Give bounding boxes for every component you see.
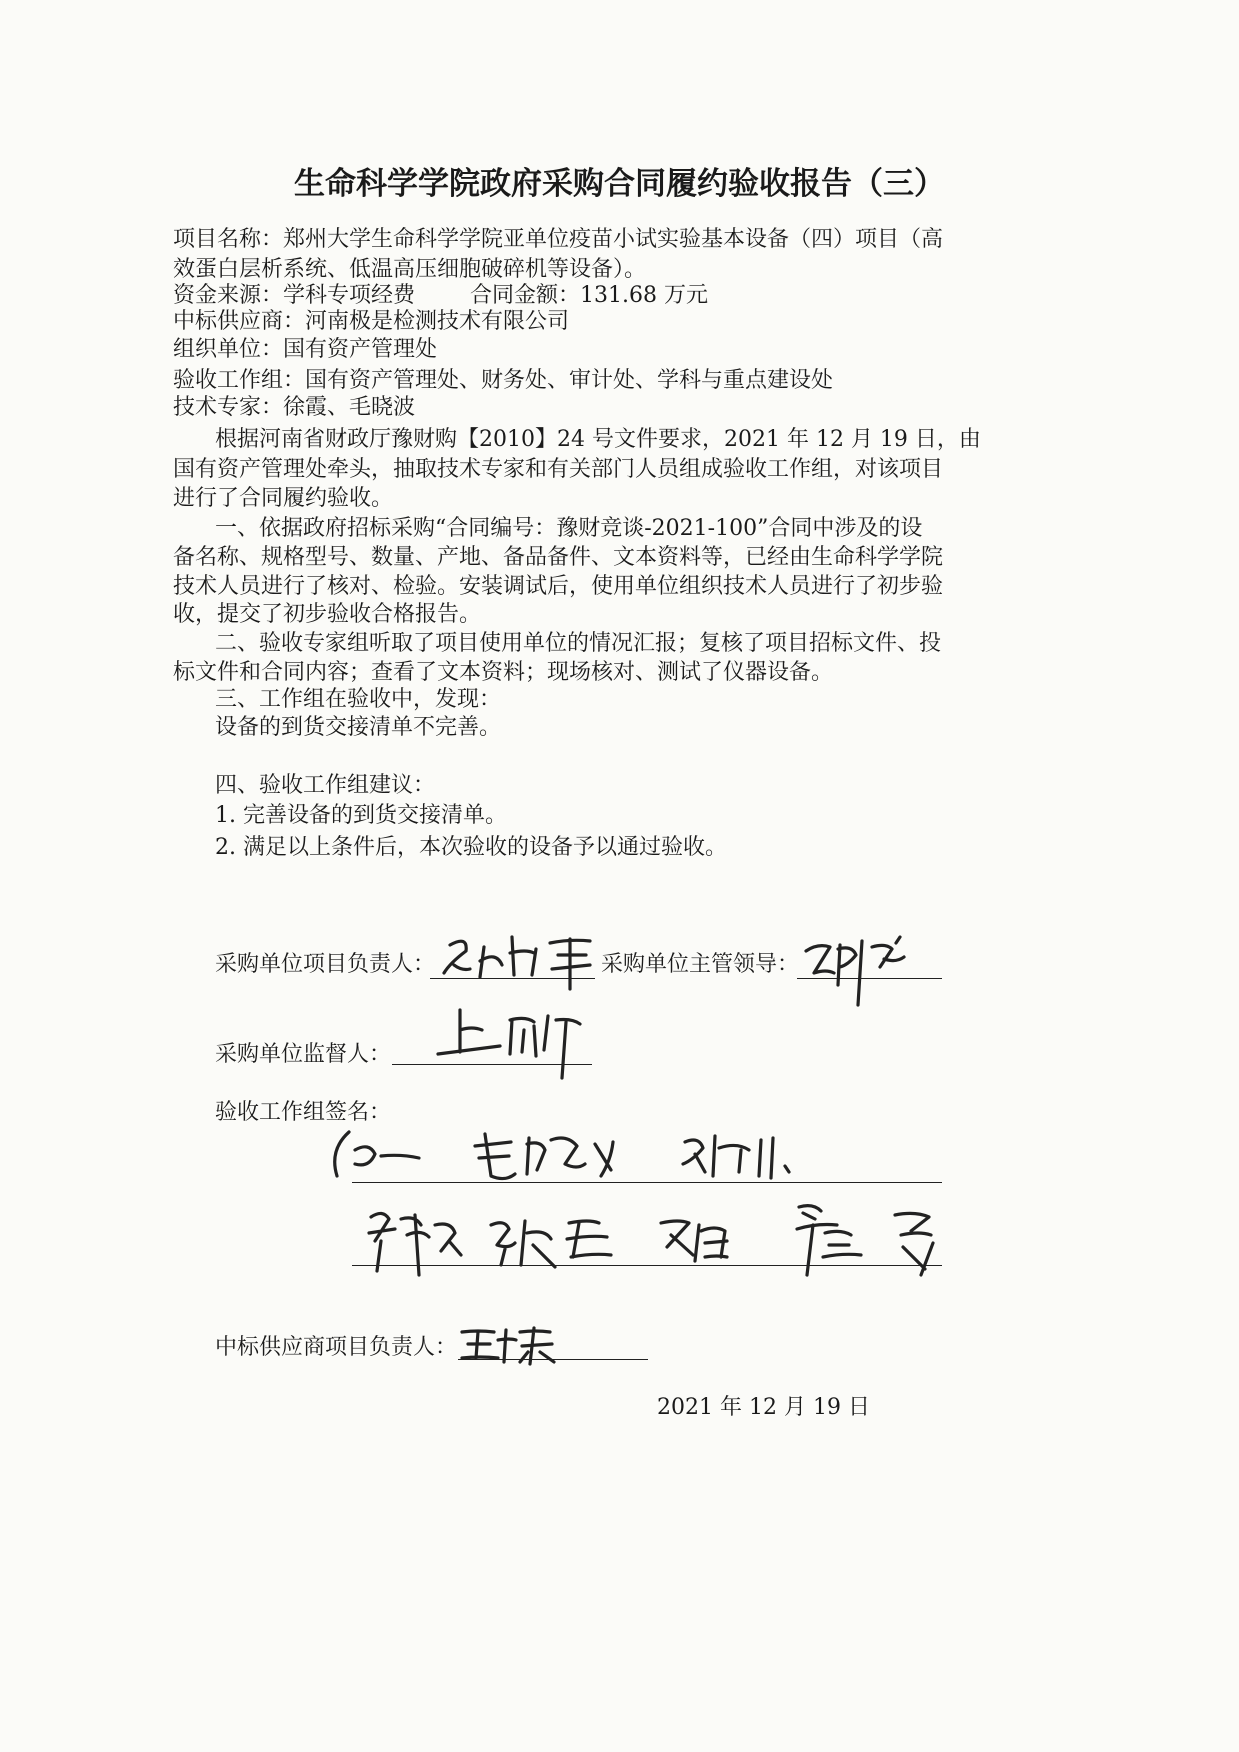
contract-amount-label: 合同金额： xyxy=(470,283,581,308)
para1-line-2: 备名称、规格型号、数量、产地、备品备件、文本资料等，已经由生命科学学院 xyxy=(173,545,944,570)
intro-line-3: 进行了合同履约验收。 xyxy=(173,486,394,511)
para4-line-2: 1. 完善设备的到货交接清单。 xyxy=(215,803,507,828)
fund-source-value: 学科专项经费 xyxy=(283,283,416,308)
experts-label: 技术专家： xyxy=(173,395,284,420)
acceptance-group-value: 国有资产管理处、财务处、审计处、学科与重点建设处 xyxy=(305,368,834,393)
supervisor-leader-label: 采购单位主管领导： xyxy=(601,952,800,977)
org-unit-value: 国有资产管理处 xyxy=(283,337,438,362)
monitor-signature xyxy=(430,1000,590,1080)
para2-line-1: 二、验收专家组听取了项目使用单位的情况汇报；复核了项目招标文件、投 xyxy=(215,631,942,656)
experts-line xyxy=(173,393,415,423)
report-title: 生命科学学院政府采购合同履约验收报告（三） xyxy=(294,166,945,202)
group-signatures-row-1 xyxy=(315,1120,835,1190)
supplier-lead-signature xyxy=(458,1322,568,1370)
intro-line-2: 国有资产管理处牵头，抽取技术专家和有关部门人员组成验收工作组，对该项目 xyxy=(173,457,944,482)
monitor-label: 采购单位监督人： xyxy=(215,1042,392,1067)
group-signatures-row-2 xyxy=(355,1195,945,1285)
project-name-line-2: 效蛋白层析系统、低温高压细胞破碎机等设备）。 xyxy=(173,257,647,282)
supplier-lead-label: 中标供应商项目负责人： xyxy=(215,1335,458,1360)
para1-line-4: 收，提交了初步验收合格报告。 xyxy=(173,602,482,627)
supplier-line xyxy=(173,307,569,337)
acceptance-group-line xyxy=(173,366,833,396)
para4-line-1: 四、验收工作组建议： xyxy=(215,773,436,798)
group-sign-label: 验收工作组签名： xyxy=(215,1100,392,1125)
para3-line-2: 设备的到货交接清单不完善。 xyxy=(215,715,502,740)
supervisor-leader-signature xyxy=(800,925,920,1010)
para4-line-3: 2. 满足以上条件后，本次验收的设备予以通过验收。 xyxy=(215,835,727,860)
project-name-line-1 xyxy=(173,225,943,255)
project-lead-label: 采购单位项目负责人： xyxy=(215,952,436,977)
project-lead-signature xyxy=(440,925,610,995)
para1-line-3: 技术人员进行了核对、检验。安装调试后，使用单位组织技术人员进行了初步验 xyxy=(173,574,944,599)
experts-value: 徐霞、毛晓波 xyxy=(283,395,416,420)
supplier-value: 河南极是检测技术有限公司 xyxy=(305,309,570,334)
intro-line-1: 根据河南省财政厅豫财购【2010】24 号文件要求，2021 年 12 月 19 日，由 xyxy=(215,427,981,452)
contract-amount-value: 131.68 万元 xyxy=(580,283,708,308)
project-name-value: 郑州大学生命科学学院亚单位疫苗小试实验基本设备（四）项目（高 xyxy=(283,227,944,252)
report-date: 2021 年 12 月 19 日 xyxy=(657,1395,870,1420)
para1-line-1: 一、依据政府招标采购“合同编号：豫财竞谈-2021-100”合同中涉及的设 xyxy=(215,516,923,541)
fund-source-label: 资金来源： xyxy=(173,283,284,308)
para3-line-1: 三、工作组在验收中，发现： xyxy=(215,687,502,712)
supplier-label: 中标供应商： xyxy=(173,309,306,334)
para2-line-2: 标文件和合同内容；查看了文本资料；现场核对、测试了仪器设备。 xyxy=(173,660,834,685)
acceptance-group-label: 验收工作组： xyxy=(173,368,306,393)
org-unit-label: 组织单位： xyxy=(173,337,284,362)
project-name-label: 项目名称： xyxy=(173,227,284,252)
org-unit-line xyxy=(173,335,437,365)
